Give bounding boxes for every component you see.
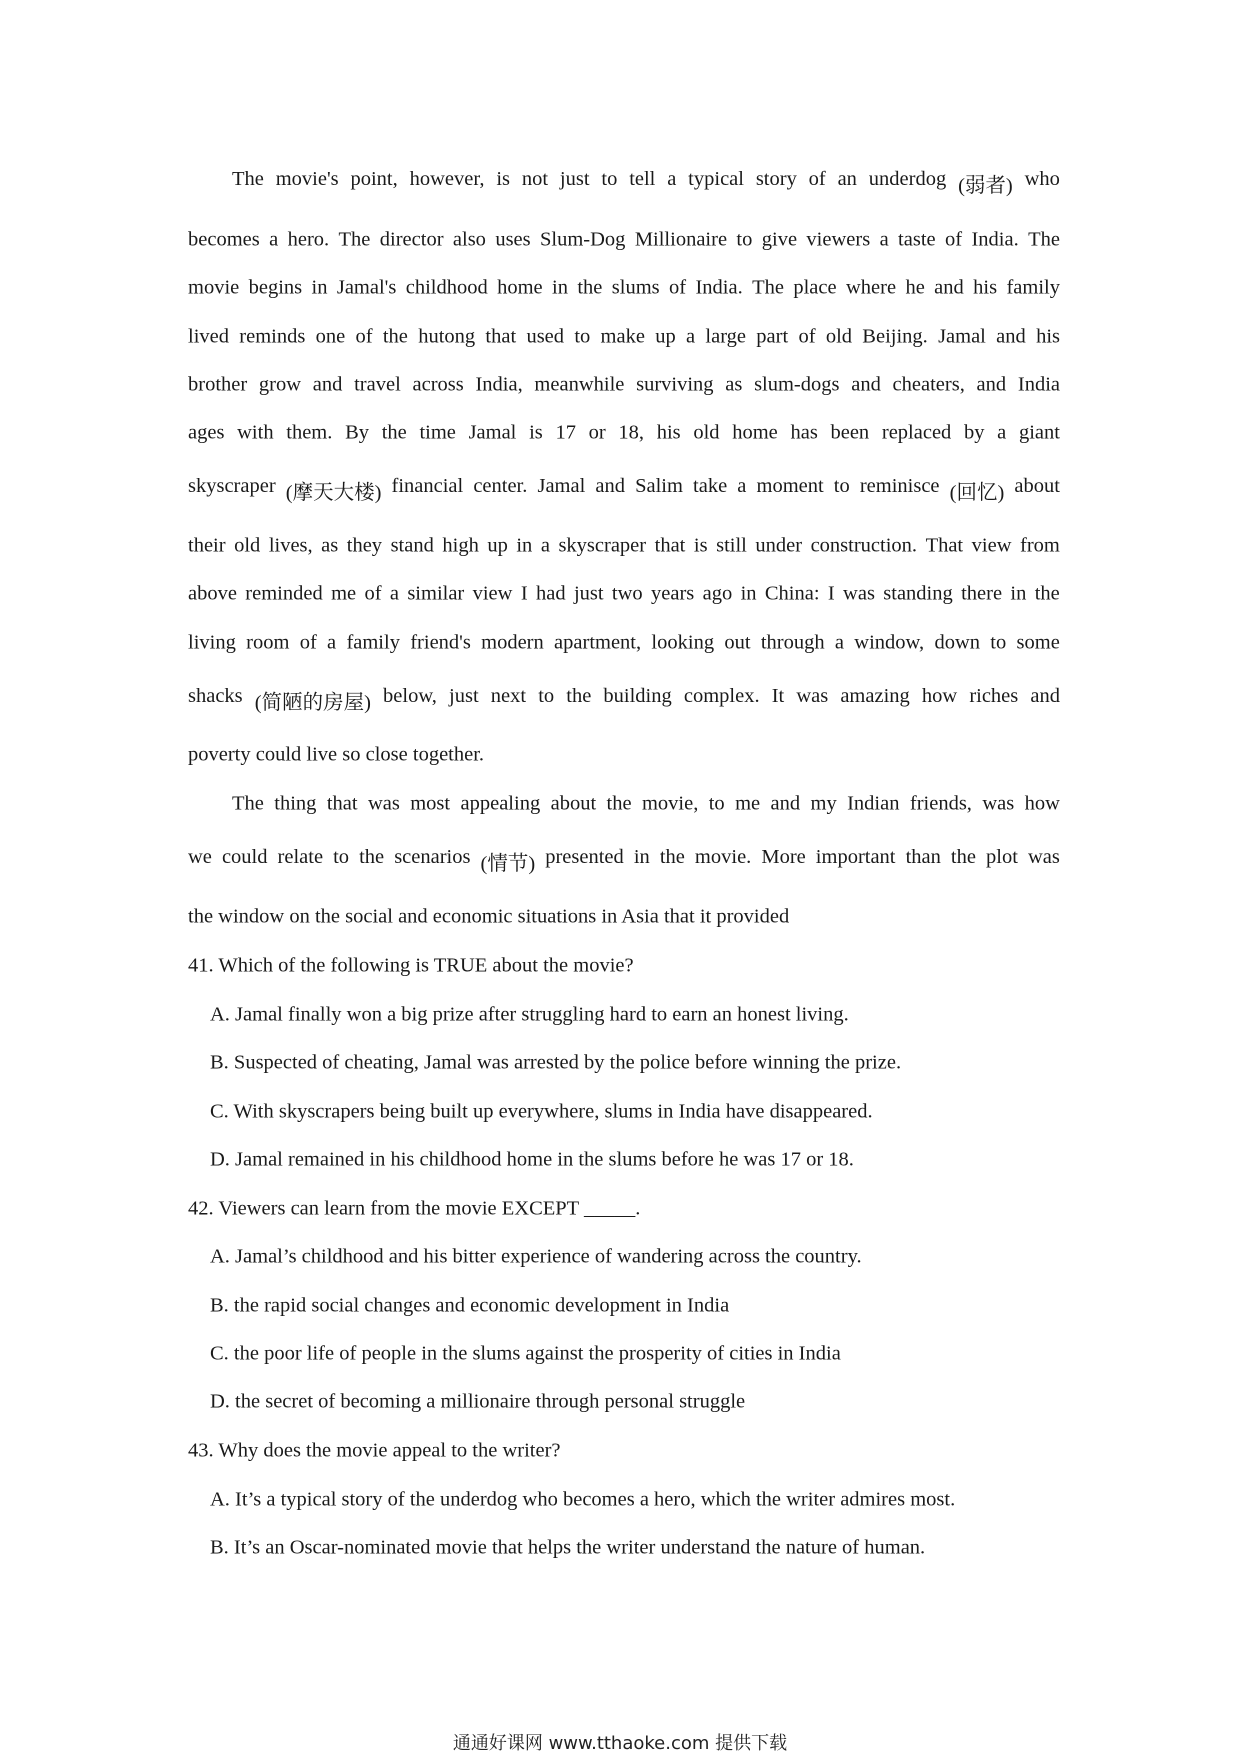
word: 18, — [618, 421, 645, 444]
word: is — [693, 534, 708, 557]
word: (情节) — [480, 853, 536, 875]
word: of — [808, 168, 826, 190]
justified-line — [188, 374, 1060, 397]
word: and — [312, 373, 343, 396]
word: I — [520, 582, 528, 605]
word: reminded — [245, 582, 323, 605]
word: them. — [286, 421, 333, 444]
word: in — [1010, 582, 1027, 605]
word: a — [686, 325, 696, 348]
word: not — [521, 168, 549, 190]
word: than — [905, 846, 941, 868]
word: is — [529, 421, 543, 444]
word: that — [485, 325, 517, 348]
answer-option: A. Jamal’s childhood and his bitter experience of wandering across the country. — [210, 1245, 862, 1268]
word: the — [950, 846, 976, 868]
word: Jamal — [468, 421, 517, 444]
answer-option: C. the poor life of people in the slums against the prosperity of cities in India — [210, 1342, 841, 1365]
word: in — [633, 846, 650, 868]
word: the — [566, 685, 592, 707]
word: his — [1036, 325, 1060, 348]
word: down — [934, 631, 980, 654]
word: the — [381, 421, 407, 444]
passage-line: the window on the social and economic situations in Asia that it provided — [188, 905, 790, 928]
justified-line — [188, 422, 1060, 445]
word: thing — [274, 792, 317, 815]
question-stem: 42. Viewers can learn from the movie EXCEPT _____. — [188, 1197, 641, 1220]
word: of — [669, 276, 687, 299]
word: the — [659, 846, 685, 868]
word: hero. — [287, 228, 330, 251]
word: and — [595, 475, 626, 497]
word: construction. — [810, 534, 918, 557]
word: By — [345, 421, 370, 444]
word: a — [269, 228, 279, 251]
word: in — [311, 276, 328, 299]
word: we — [188, 846, 212, 868]
word: skyscraper — [558, 534, 647, 557]
passage-line — [188, 277, 1060, 300]
word: years — [651, 582, 695, 605]
word: a — [879, 228, 889, 251]
word: how — [921, 685, 958, 707]
word: view — [971, 534, 1012, 557]
word: and — [770, 792, 801, 815]
word: is — [496, 168, 511, 190]
word: movie's — [275, 168, 339, 190]
justified-line — [188, 229, 1060, 252]
word: taste — [898, 228, 936, 251]
word: part — [756, 325, 789, 348]
word: ago — [702, 582, 733, 605]
word: relate — [277, 846, 324, 868]
word: ages — [188, 421, 225, 444]
word: an — [837, 168, 857, 190]
word: brother — [188, 373, 248, 396]
word: with — [237, 421, 274, 444]
word: surviving — [636, 373, 714, 396]
word: It — [771, 685, 785, 707]
passage-line — [188, 632, 1060, 655]
word: hutong — [418, 325, 476, 348]
word: meanwhile — [534, 373, 625, 396]
word: about — [1014, 475, 1060, 497]
word: family — [1006, 276, 1060, 299]
word: the — [577, 276, 603, 299]
word: to — [736, 228, 753, 251]
question-stem: 43. Why does the movie appeal to the writer? — [188, 1439, 561, 1462]
word: typical — [688, 168, 744, 190]
word: to — [601, 168, 618, 190]
word: to — [833, 475, 850, 497]
word: his — [656, 421, 681, 444]
word: just — [573, 582, 604, 605]
word: a — [737, 475, 747, 497]
word: their — [188, 534, 226, 557]
word: there — [961, 582, 1003, 605]
word: old — [234, 534, 261, 557]
passage-line — [188, 583, 1060, 606]
word: living — [188, 631, 236, 654]
word: slum-dogs — [754, 373, 840, 396]
answer-option: D. the secret of becoming a millionaire through personal struggle — [210, 1390, 746, 1413]
word: travel — [354, 373, 401, 396]
word: by — [963, 421, 985, 444]
word: above — [188, 582, 237, 605]
word: to — [574, 325, 591, 348]
passage-line: poverty could live so close together. — [188, 743, 485, 766]
word: viewers — [806, 228, 871, 251]
passage-line — [232, 168, 1060, 198]
word: who — [1024, 168, 1060, 190]
word: however, — [409, 168, 485, 190]
passage-line — [188, 422, 1060, 445]
justified-line — [188, 535, 1060, 558]
word: The — [752, 276, 784, 299]
word: he — [905, 276, 925, 299]
answer-option: D. Jamal remained in his childhood home in the slums before he was 17 or 18. — [210, 1148, 854, 1171]
word: movie. — [694, 846, 752, 868]
word: me — [735, 792, 761, 815]
word: appealing — [460, 792, 541, 815]
question-stem: 41. Which of the following is TRUE about the movie? — [188, 954, 634, 977]
passage-line — [188, 685, 1060, 715]
word: Jamal — [537, 475, 586, 497]
word: cheaters, — [892, 373, 965, 396]
word: of — [945, 228, 963, 251]
word: and — [851, 373, 881, 396]
word: view — [472, 582, 513, 605]
word: a — [997, 421, 1007, 444]
word: point, — [350, 168, 398, 190]
word: home — [497, 276, 543, 299]
word: high — [442, 534, 479, 557]
word: out — [724, 631, 751, 654]
word: they — [346, 534, 383, 557]
word: underdog — [868, 168, 947, 190]
word: still — [716, 534, 747, 557]
word: a — [834, 631, 845, 654]
answer-option: B. It’s an Oscar-nominated movie that helps the writer understand the nature of human. — [210, 1536, 926, 1559]
word: standing — [883, 582, 953, 605]
word: could — [221, 846, 268, 868]
word: Millionaire — [634, 228, 728, 251]
word: next — [490, 685, 527, 707]
word: room — [246, 631, 290, 654]
word: building — [603, 685, 672, 707]
word: just — [559, 168, 590, 190]
word: a — [389, 582, 399, 605]
word: movie, — [641, 792, 699, 815]
word: was — [367, 792, 400, 815]
word: China: — [764, 582, 820, 605]
word: giant — [1018, 421, 1060, 444]
word: home — [732, 421, 778, 444]
word: replaced — [881, 421, 952, 444]
word: been — [830, 421, 870, 444]
word: India. — [971, 228, 1019, 251]
word: and — [976, 373, 1007, 396]
word: lived — [188, 325, 229, 348]
word: reminds — [239, 325, 306, 348]
passage-line — [188, 535, 1060, 558]
word: shacks — [188, 685, 243, 707]
word: my — [810, 792, 837, 815]
answer-option: B. the rapid social changes and economic development in India — [210, 1294, 730, 1317]
justified-line — [188, 277, 1060, 300]
word: The — [338, 228, 371, 251]
justified-line — [188, 583, 1060, 606]
word: and — [996, 325, 1026, 348]
word: Beijing. — [862, 325, 928, 348]
word: tell — [629, 168, 656, 190]
word: lives, — [268, 534, 313, 557]
word: childhood — [405, 276, 488, 299]
word: of — [355, 325, 373, 348]
word: or — [588, 421, 606, 444]
word: used — [526, 325, 565, 348]
word: scenarios — [394, 846, 471, 868]
word: that — [654, 534, 686, 557]
passage-line — [232, 793, 1060, 816]
word: across — [412, 373, 464, 396]
passage-line — [188, 475, 1060, 505]
word: I — [827, 582, 835, 605]
word: (摩天大楼) — [285, 482, 382, 504]
word: the — [606, 792, 632, 815]
word: had — [535, 582, 566, 605]
word: has — [790, 421, 818, 444]
word: old — [693, 421, 720, 444]
word: similar — [407, 582, 465, 605]
word: and — [934, 276, 964, 299]
word: to — [333, 846, 350, 868]
word: that — [326, 792, 358, 815]
word: also — [452, 228, 486, 251]
word: below, — [383, 685, 437, 707]
word: how — [1024, 792, 1060, 815]
word: India. — [695, 276, 743, 299]
word: (回忆) — [949, 482, 1005, 504]
word: plot — [986, 846, 1018, 868]
word: was — [1027, 846, 1060, 868]
word: two — [611, 582, 643, 605]
word: just — [449, 685, 479, 707]
word: give — [761, 228, 798, 251]
word: (弱者) — [958, 175, 1013, 197]
word: under — [755, 534, 803, 557]
word: take — [693, 475, 728, 497]
word: the — [359, 846, 385, 868]
word: movie — [188, 276, 240, 299]
passage-line — [188, 846, 1060, 876]
word: me — [331, 582, 357, 605]
word: through — [760, 631, 825, 654]
word: amazing — [840, 685, 910, 707]
word: riches — [969, 685, 1019, 707]
word: friends, — [909, 792, 972, 815]
answer-option: C. With skyscrapers being built up everywhere, slums in India have disappeared. — [210, 1100, 873, 1123]
justified-line — [188, 326, 1060, 349]
word: becomes — [188, 228, 260, 251]
word: from — [1020, 534, 1060, 557]
word: Indian — [847, 792, 900, 815]
word: director — [379, 228, 444, 251]
word: in — [516, 534, 533, 557]
justified-line — [188, 475, 1060, 505]
passage-line — [188, 326, 1060, 349]
word: The — [232, 168, 264, 190]
justified-line — [188, 632, 1060, 655]
word: in — [552, 276, 568, 299]
word: time — [419, 421, 456, 444]
word: old — [825, 325, 853, 348]
word: The — [232, 792, 264, 815]
page-footer: 通通好课网 www.tthaoke.com 提供下载 — [452, 1733, 788, 1754]
word: about — [550, 792, 597, 815]
word: family — [346, 631, 400, 654]
word: as — [321, 534, 339, 557]
word: presented — [545, 846, 624, 868]
word: and — [1030, 685, 1060, 707]
word: large — [705, 325, 747, 348]
word: make — [600, 325, 645, 348]
passage-line — [188, 229, 1060, 252]
word: his — [973, 276, 998, 299]
word: begins — [248, 276, 303, 299]
word: story — [755, 168, 797, 190]
word: slums — [611, 276, 660, 299]
word: place — [793, 276, 837, 299]
word: skyscraper — [188, 475, 276, 497]
word: looking — [651, 631, 715, 654]
word: one — [315, 325, 346, 348]
answer-option: A. Jamal finally won a big prize after struggling hard to earn an honest living. — [210, 1003, 849, 1026]
word: Salim — [635, 475, 683, 497]
word: in — [740, 582, 757, 605]
word: to — [990, 631, 1007, 654]
word: was — [796, 685, 829, 707]
justified-line — [232, 793, 1060, 816]
word: to — [708, 792, 725, 815]
word: up — [487, 534, 508, 557]
answer-option: B. Suspected of cheating, Jamal was arrested by the police before winning the prize. — [210, 1051, 902, 1074]
word: of — [798, 325, 816, 348]
word: some — [1016, 631, 1060, 654]
word: friend's — [410, 631, 471, 654]
word: of — [364, 582, 382, 605]
justified-line — [188, 846, 1060, 876]
word: a — [540, 534, 550, 557]
word: The — [1028, 228, 1060, 251]
word: That — [925, 534, 964, 557]
word: of — [299, 631, 317, 654]
word: grow — [258, 373, 302, 396]
word: Slum-Dog — [540, 228, 626, 251]
word: window, — [854, 631, 925, 654]
word: important — [815, 846, 896, 868]
word: India — [1017, 373, 1060, 396]
word: reminisce — [859, 475, 940, 497]
word: (简陋的房屋) — [254, 692, 371, 714]
word: a — [667, 168, 677, 190]
justified-line — [188, 685, 1060, 715]
word: More — [761, 846, 806, 868]
word: was — [843, 582, 875, 605]
word: modern — [481, 631, 544, 654]
word: 17 — [555, 421, 576, 444]
word: was — [982, 792, 1015, 815]
answer-option: A. It’s a typical story of the underdog who becomes a hero, which the writer admires most. — [210, 1488, 956, 1511]
word: Jamal — [938, 325, 986, 348]
word: the — [1034, 582, 1060, 605]
word: stand — [390, 534, 434, 557]
word: apartment, — [554, 631, 642, 654]
justified-line — [232, 168, 1060, 198]
word: most — [410, 792, 451, 815]
word: Jamal's — [336, 276, 397, 299]
passage-line — [188, 374, 1060, 397]
word: up — [655, 325, 676, 348]
word: moment — [756, 475, 824, 497]
word: India, — [475, 373, 523, 396]
word: the — [382, 325, 408, 348]
word: complex. — [683, 685, 760, 707]
word: financial — [391, 475, 464, 497]
word: a — [327, 631, 337, 654]
word: as — [725, 373, 743, 396]
word: uses — [495, 228, 531, 251]
word: center. — [473, 475, 528, 497]
word: where — [845, 276, 897, 299]
word: to — [538, 685, 555, 707]
